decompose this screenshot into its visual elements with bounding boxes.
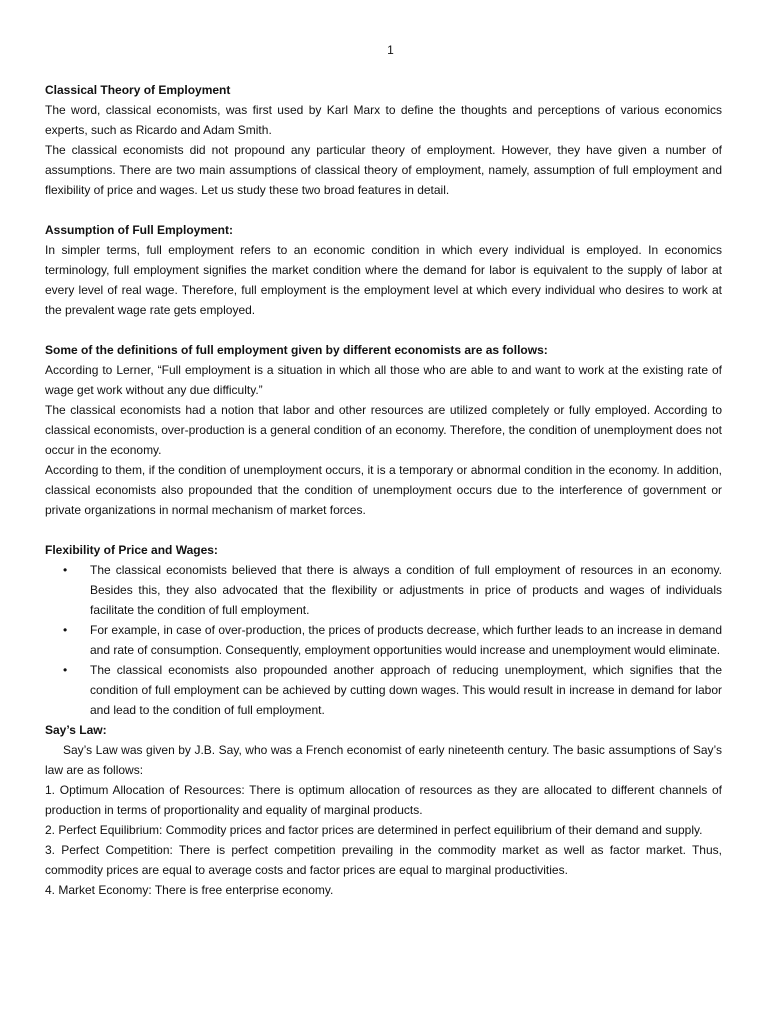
full-employment-paragraph: In simpler terms, full employment refers to an economic condition in which every individual is employed. In economics terminology, full employment signifies the market condition where the demand for labor is equivalent to the supply of labor at every level of real wage. Therefore, full employment is the employment level at which every individual who desires to work at the prevalent wage rate gets employed. — [45, 243, 722, 317]
page-number: 1 — [387, 43, 394, 57]
definitions-paragraph: The classical economists had a notion that labor and other resources are utilized completely or fully employed. According to classical economists, over-production is a general condition of an economy. Therefore, the condition of unemployment does not occur in the economy. — [45, 403, 722, 457]
definitions-paragraph: According to them, if the condition of unemployment occurs, it is a temporary or abnormal condition in the economy. In addition, classical economists also propounded that the condition of unemployment occurs due to the interference of government or private organizations in normal mechanism of market forces. — [45, 463, 722, 517]
intro-paragraph: The word, classical economists, was first used by Karl Marx to define the thoughts and perceptions of various economics experts, such as Ricardo and Adam Smith. — [45, 103, 722, 137]
bullet-list-item — [45, 660, 722, 720]
document-page — [45, 40, 722, 900]
bullet-icon: • — [63, 563, 68, 577]
definitions-paragraph: According to Lerner, “Full employment is a situation in which all those who are able to and want to work at the existing rate of wage get work without any due difficulty.” — [45, 363, 722, 397]
section-heading-says-law: Say’s Law: — [45, 723, 107, 737]
bullet-text: The classical economists believed that there is always a condition of full employment of resources in an economy. Besides this, they also advocated that the flexibility or adjustments in price of products and wages of individuals facilitate the condition of full employment. — [90, 563, 722, 617]
bullet-icon: • — [63, 623, 68, 637]
says-law-item: 2. Perfect Equilibrium: Commodity prices and factor prices are determined in perfect equilibrium of their demand and supply. — [45, 823, 703, 837]
bullet-list-item — [45, 620, 722, 660]
says-law-item: 3. Perfect Competition: There is perfect competition prevailing in the commodity market as well as factor market. Thus, commodity prices are equal to average costs and factor prices are equal to marginal productivities. — [45, 843, 722, 877]
flexibility-bullet-list — [45, 560, 722, 720]
spacer — [45, 200, 722, 220]
section-heading-full-employment: Assumption of Full Employment: — [45, 223, 233, 237]
bullet-text: For example, in case of over-production, the prices of products decrease, which further leads to an increase in demand and rate of consumption. Consequently, employment opportunities would increase and unemployment would eliminate. — [90, 623, 722, 657]
says-law-intro: Say’s Law was given by J.B. Say, who was a French economist of early nineteenth century. The basic assumptions of Say’s law are as follows: — [45, 743, 722, 777]
bullet-icon: • — [63, 663, 68, 677]
bullet-text: The classical economists also propounded another approach of reducing unemployment, which signifies that the condition of full employment can be achieved by cutting down wages. This would result in increase in demand for labor and lead to the condition of full employment. — [90, 663, 722, 717]
spacer — [45, 320, 722, 340]
bullet-list-item — [45, 560, 722, 620]
section-heading-flexibility: Flexibility of Price and Wages: — [45, 543, 218, 557]
section-heading-definitions: Some of the definitions of full employment given by different economists are as follows: — [45, 343, 548, 357]
says-law-item: 4. Market Economy: There is free enterprise economy. — [45, 883, 334, 897]
spacer — [45, 520, 722, 540]
document-title: Classical Theory of Employment — [45, 83, 231, 97]
intro-paragraph: The classical economists did not propound any particular theory of employment. However, they have given a number of assumptions. There are two main assumptions of classical theory of employment, namely, assumption of full employment and flexibility of price and wages. Let us study these two broad features in detail. — [45, 143, 722, 197]
says-law-item: 1. Optimum Allocation of Resources: There is optimum allocation of resources as they are allocated to different channels of production in terms of proportionality and equality of marginal products. — [45, 783, 722, 817]
